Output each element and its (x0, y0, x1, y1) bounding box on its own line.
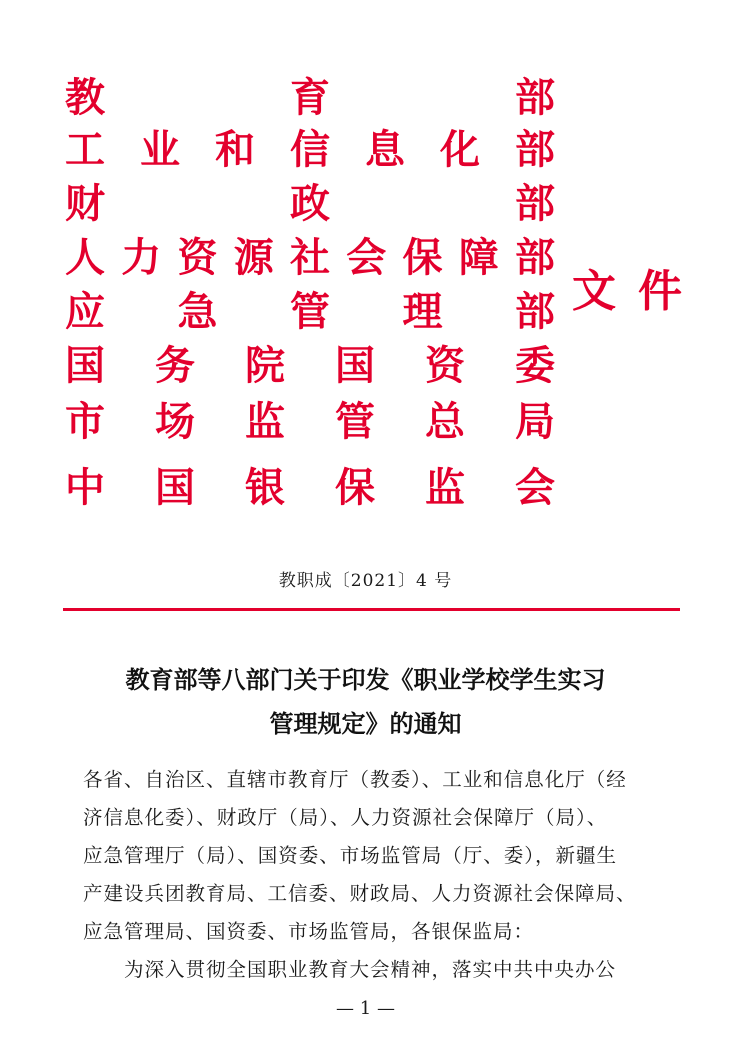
dept-row-mof (64, 176, 556, 232)
document-word-char: 文 (572, 266, 616, 317)
body-line: 各省、自治区、直辖市教育厅（教委）、工业和信息化厅（经 (83, 768, 627, 791)
dept-char: 政 (290, 180, 330, 227)
document-number: 教职成〔2021〕4 号 (278, 571, 453, 591)
body-line: 产建设兵团教育局、工信委、财政局、人力资源社会保障局、 (83, 882, 637, 905)
dept-char: 急 (177, 288, 218, 335)
dept-char: 银 (245, 464, 285, 511)
dept-row-miit (64, 122, 556, 178)
dept-char: 委 (515, 342, 555, 389)
dept-char: 局 (515, 398, 555, 445)
dept-char: 应 (65, 288, 105, 335)
dept-row-sasac (64, 338, 556, 394)
dept-char: 部 (515, 180, 555, 227)
document-title-line-2: 管理规定》的通知 (269, 710, 462, 738)
red-separator-line (63, 608, 680, 611)
dept-char: 工 (65, 126, 105, 173)
dept-char: 部 (515, 234, 555, 281)
dept-char: 中 (65, 464, 105, 511)
dept-char: 教 (65, 74, 105, 121)
dept-char: 保 (402, 234, 443, 281)
issuing-departments-header (0, 0, 731, 520)
dept-char: 监 (425, 464, 465, 511)
dept-row-mohrss (64, 230, 556, 286)
dept-char: 资 (425, 342, 465, 389)
dept-row-mem (64, 284, 556, 340)
dept-char: 市 (65, 398, 105, 445)
dept-char: 总 (425, 398, 465, 445)
dept-char: 育 (290, 74, 330, 121)
dept-row-moe (64, 70, 556, 126)
page-number: — 1 — (336, 998, 395, 1019)
dept-char: 源 (233, 234, 274, 281)
dept-char: 障 (458, 234, 499, 281)
dept-char: 资 (177, 234, 218, 281)
dept-char: 力 (121, 234, 162, 281)
dept-row-samr (64, 394, 556, 450)
dept-char: 场 (155, 398, 195, 445)
dept-char: 务 (155, 342, 195, 389)
dept-char: 会 (346, 234, 387, 281)
document-title-line-1: 教育部等八部门关于印发《职业学校学生实习 (125, 666, 606, 694)
dept-char: 管 (290, 288, 330, 335)
document-word (572, 262, 682, 322)
dept-char: 化 (440, 126, 480, 173)
dept-char: 信 (290, 126, 330, 173)
dept-char: 人 (65, 234, 105, 281)
dept-char: 国 (335, 342, 375, 389)
body-line: 为深入贯彻全国职业教育大会精神，落实中共中央办公 (124, 958, 617, 981)
dept-char: 部 (515, 288, 555, 335)
dept-char: 息 (365, 126, 405, 173)
dept-char: 部 (515, 74, 555, 121)
dept-char: 国 (65, 342, 105, 389)
dept-char: 和 (215, 126, 255, 173)
dept-char: 社 (290, 234, 330, 281)
dept-char: 会 (515, 464, 555, 511)
dept-char: 监 (245, 398, 285, 445)
dept-char: 院 (245, 342, 285, 389)
document-word-char: 件 (638, 266, 682, 317)
dept-char: 保 (335, 464, 375, 511)
dept-char: 业 (140, 126, 180, 173)
dept-char: 部 (515, 126, 555, 173)
body-line: 应急管理厅（局）、国资委、市场监管局（厅、委），新疆生 (83, 844, 618, 867)
dept-row-cbirc (64, 460, 556, 516)
dept-char: 理 (402, 288, 443, 335)
body-line: 应急管理局、国资委、市场监管局，各银保监局： (83, 920, 535, 943)
body-line: 济信息化委）、财政厅（局）、人力资源社会保障厅（局）、 (83, 806, 608, 829)
dept-char: 管 (335, 398, 375, 445)
dept-char: 财 (65, 180, 105, 227)
dept-char: 国 (155, 464, 195, 511)
